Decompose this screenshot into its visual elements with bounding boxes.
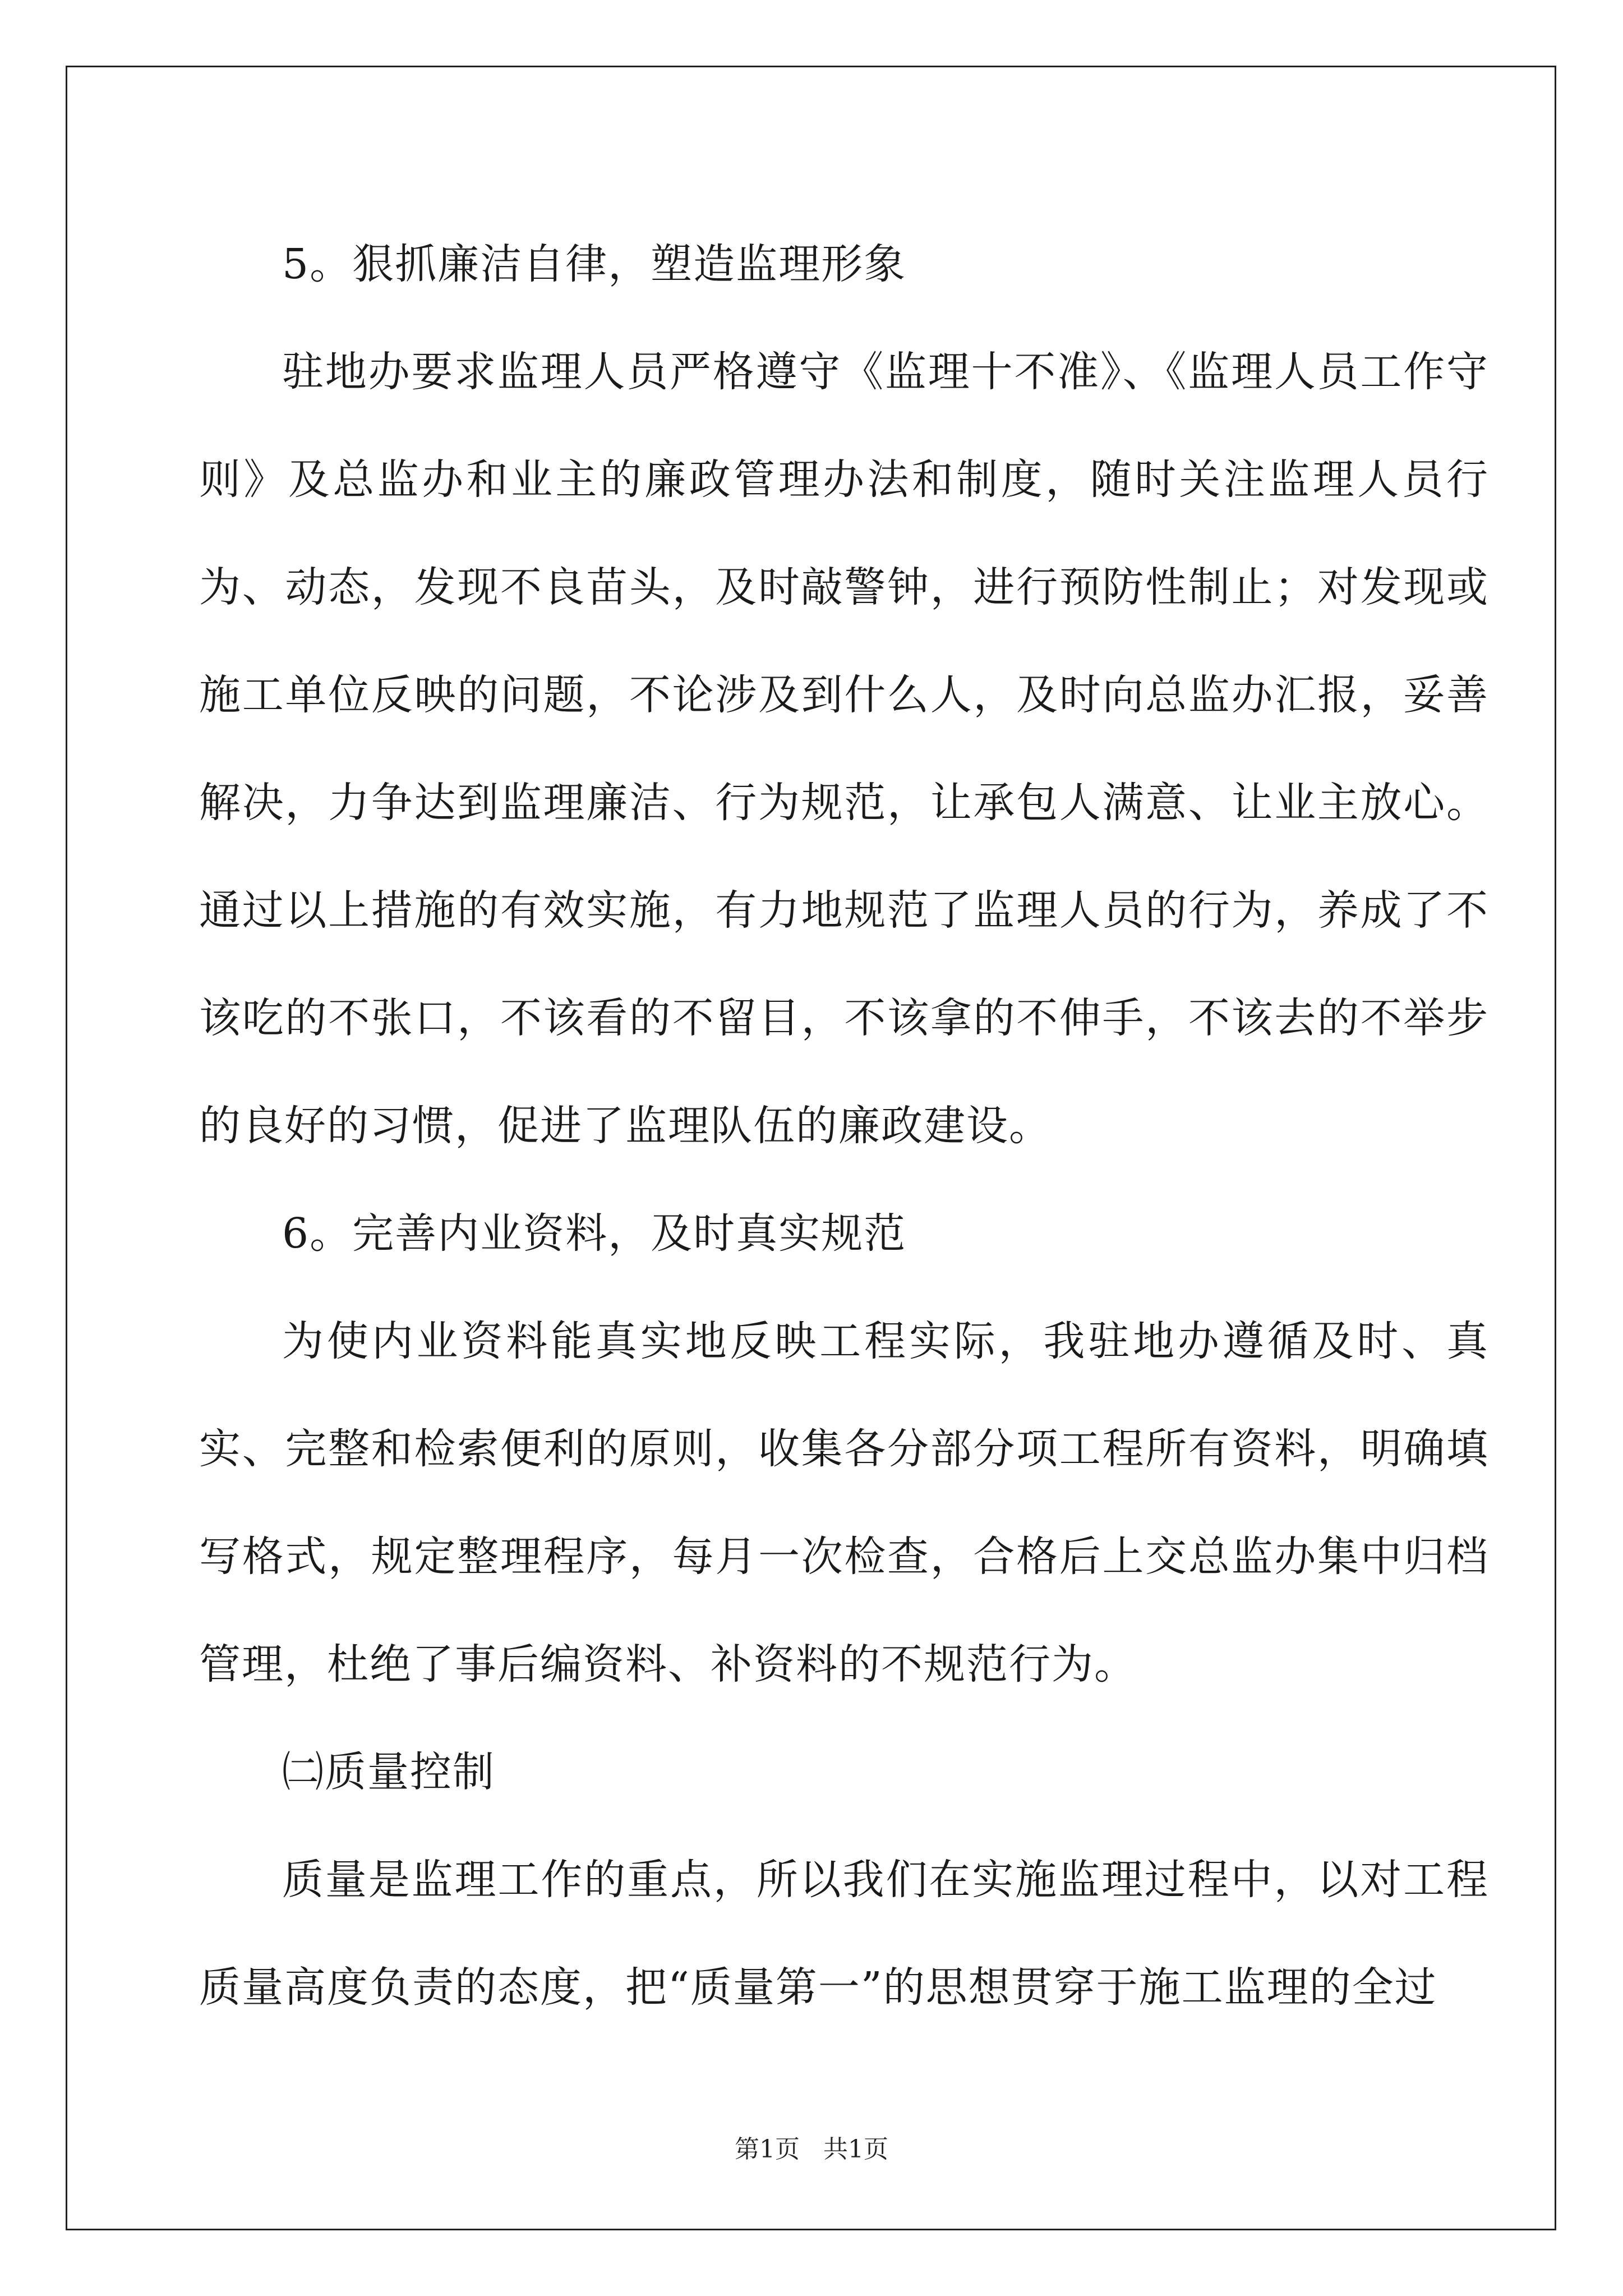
paragraph-records: 为使内业资料能真实地反映工程实际，我驻地办遵循及时、真实、完整和检索便利的原则，收集各分部分项工程所有资料，明确填写格式，规定整理程序，每月一次检查，合格后上交总监办集中归档管理，杜绝了事后编资料、补资料的不规范行为。 (199, 1317, 1489, 1688)
paragraph-quality: 质量是监理工作的重点，所以我们在实施监理过程中，以对工程质量高度负责的态度，把“质量第一”的思想贯穿于施工监理的全过 (199, 1856, 1489, 2012)
section-heading-quality: ㈡质量控制 (282, 1748, 495, 1796)
paragraph-integrity: 驻地办要求监理人员严格遵守《监理十不准》、《监理人员工作守则》及总监办和业主的廉政管理办法和制度，随时关注监理人员行为、动态，发现不良苗头，及时敲警钟，进行预防性制止；对发现或施工单位反映的问题，不论涉及到什么人，及时向总监办汇报，妥善解决，力争达到监理廉洁、行为规范，让承包人满意、让业主放心。通过以上措施的有效实施，有力地规范了监理人员的行为，养成了不该吃的不张口，不该看的不留目，不该拿的不伸手，不该去的不举步的良好的习惯，促进了监理队伍的廉政建设。 (199, 348, 1489, 1150)
page-footer (0, 2129, 1623, 2165)
section-heading-6: 6。完善内业资料，及时真实规范 (282, 1209, 907, 1258)
page-number-current: 第1页 (735, 2135, 800, 2164)
section-heading-5: 5。狠抓廉洁自律，塑造监理形象 (282, 240, 907, 288)
page-number-total: 共1页 (823, 2135, 888, 2164)
document-body (199, 210, 1489, 2041)
